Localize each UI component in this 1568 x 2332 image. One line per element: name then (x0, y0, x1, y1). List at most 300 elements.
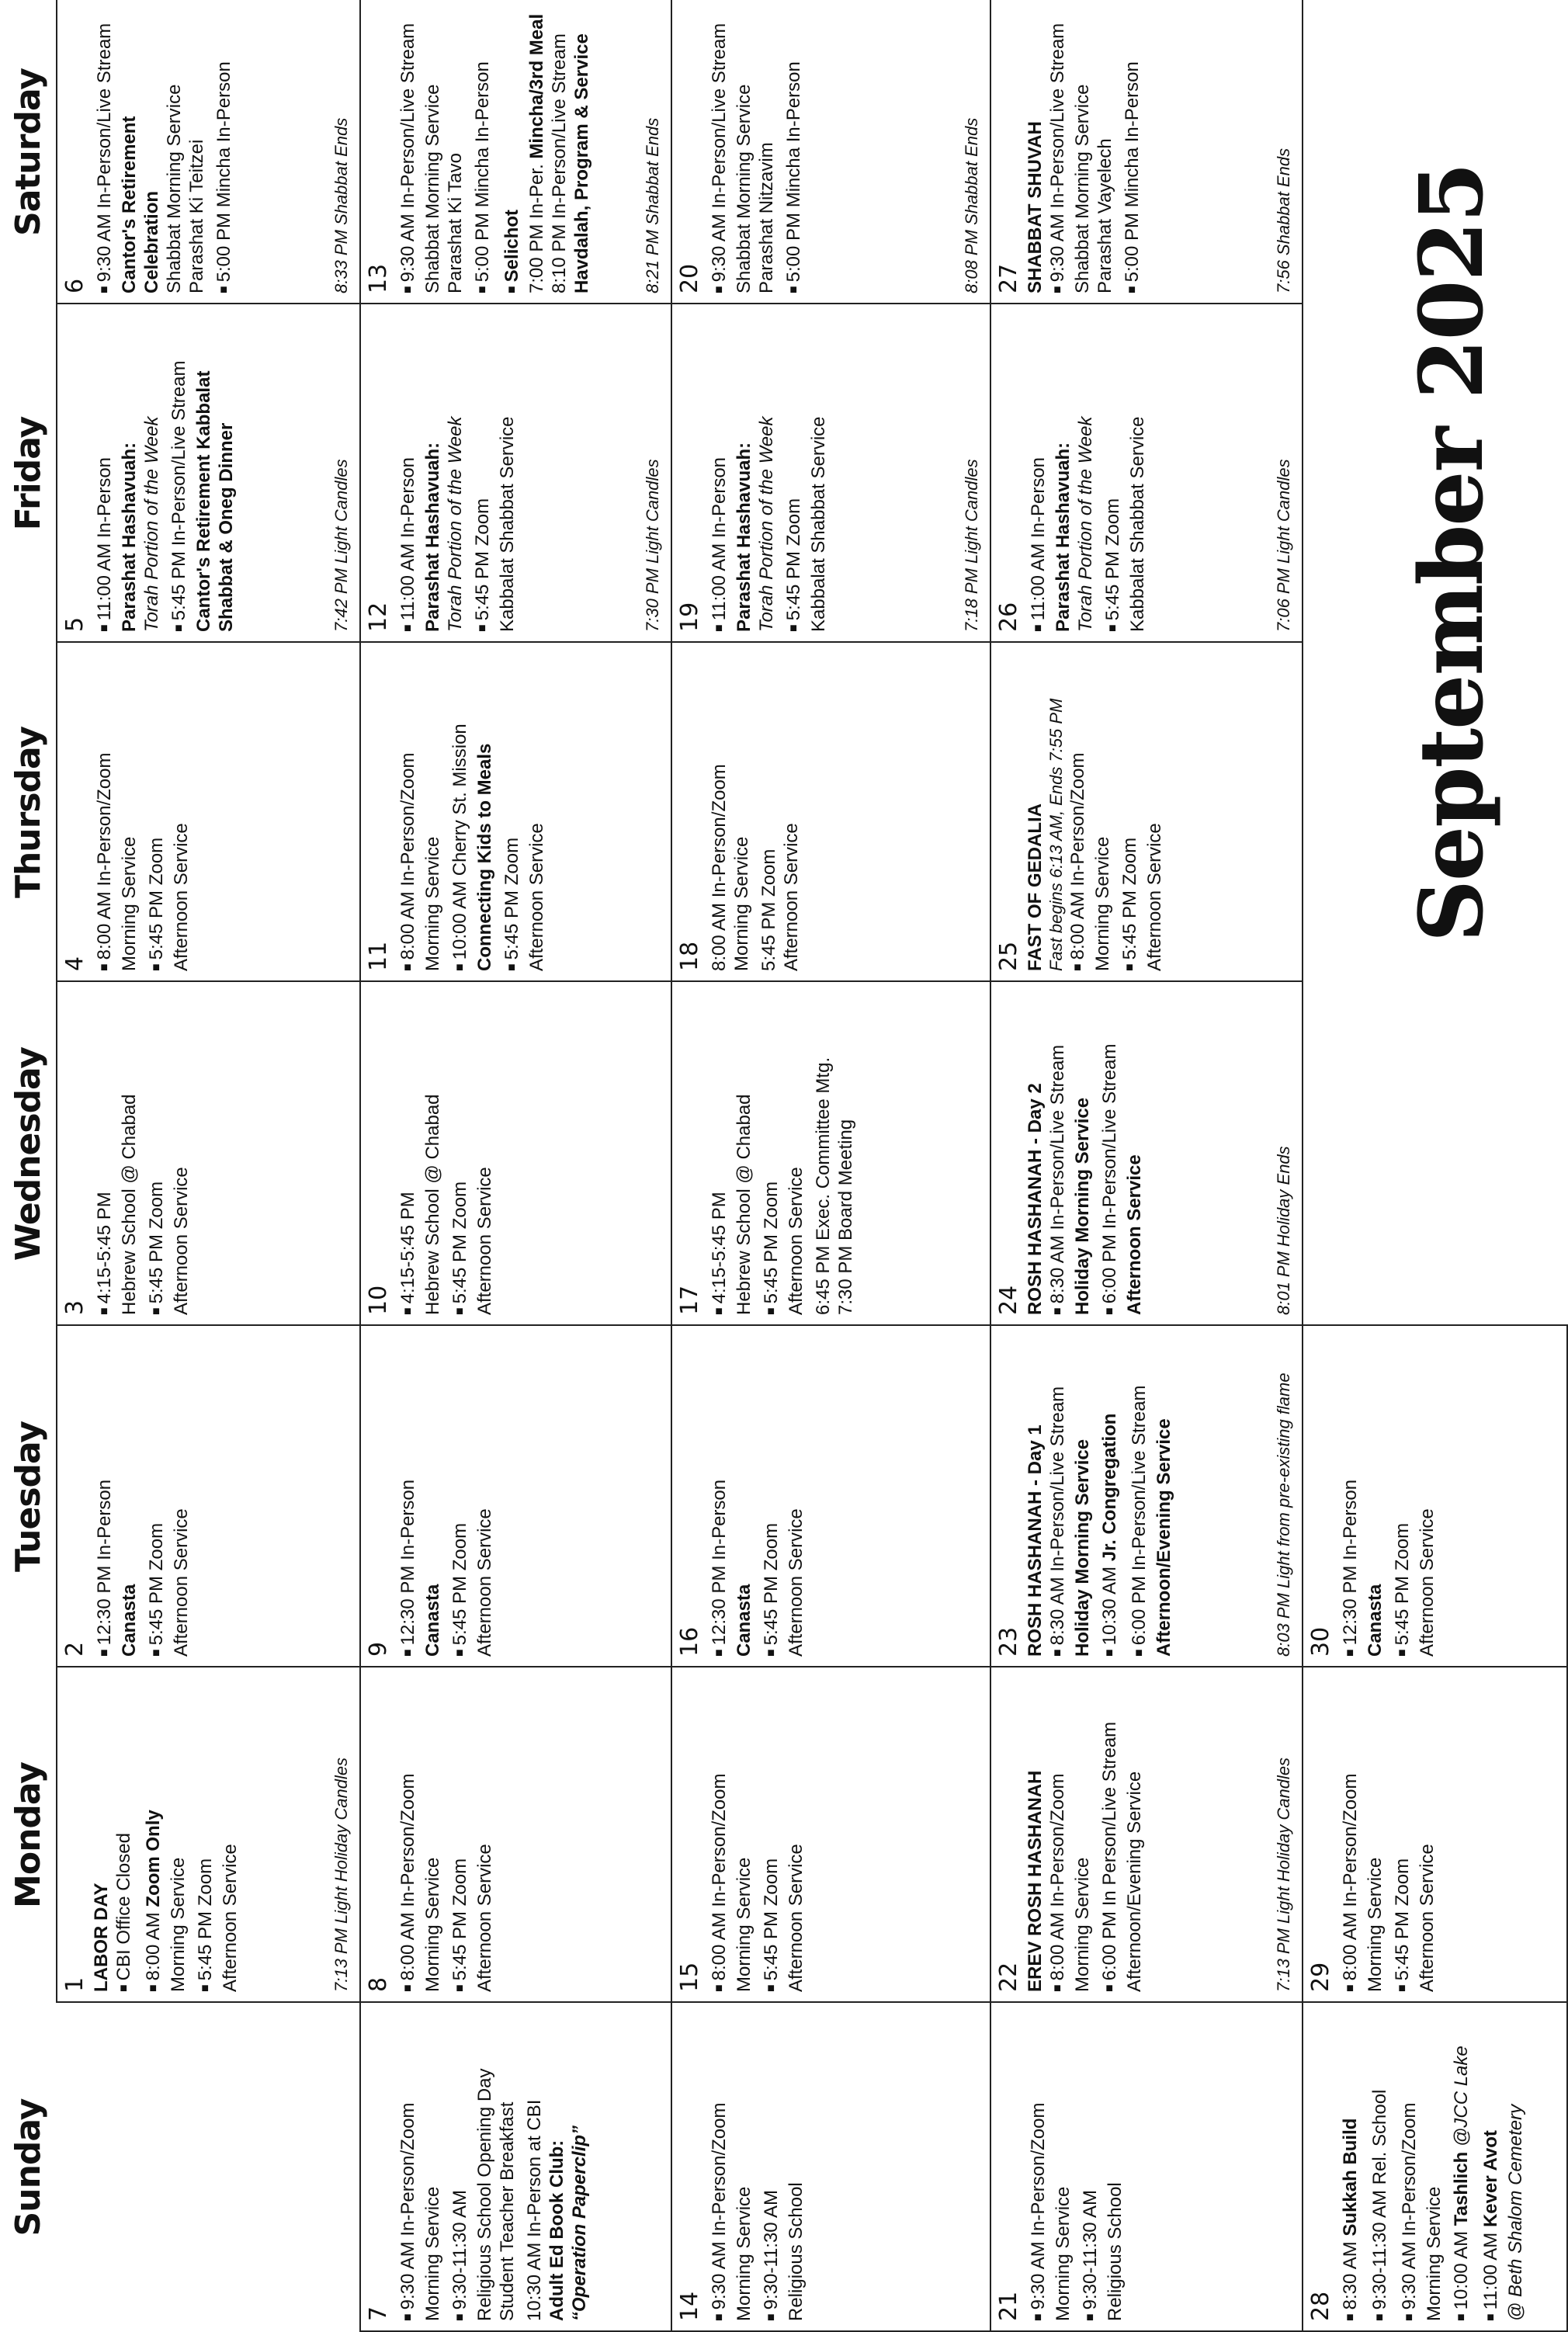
event-text: 5:45 PM Zoom (761, 1522, 782, 1646)
calendar-event (1079, 2012, 1126, 2321)
day-cell[interactable] (1302, 1324, 1568, 1667)
day-number: 29 (1307, 1962, 1334, 1992)
day-number: 27 (995, 263, 1022, 293)
bullet-icon: ■ (150, 963, 163, 971)
day-cell[interactable] (671, 980, 991, 1326)
event-text: 5:00 PM Mincha In-Person (1122, 61, 1143, 283)
candle-time-note: 7:18 PM Light Candles (962, 459, 981, 632)
calendar-event (760, 1335, 807, 1657)
calendar-event (471, 314, 519, 632)
calendar-event (1121, 9, 1146, 293)
bullet-icon: ■ (787, 624, 800, 632)
day-number: 5 (61, 616, 88, 632)
event-text: 8:30 AM In-Person/Live Stream (1047, 1386, 1068, 1646)
event-text: 5:45 PM Zoom (195, 1858, 216, 1981)
event-text: 5:45 PM Zoom (1102, 498, 1123, 621)
event-text: 11:00 AM In-Person (709, 456, 730, 621)
day-cell[interactable] (359, 1666, 672, 2003)
day-number: 11 (365, 941, 392, 971)
day-number: 22 (995, 1962, 1022, 1992)
event-text: 11:00 AM In-Person (94, 456, 115, 621)
bullet-icon: ■ (401, 286, 415, 293)
calendar-event (1369, 2012, 1393, 2321)
day-number: 24 (995, 1285, 1022, 1315)
event-text: 8:30 AM In-Person/Live Stream (1047, 1044, 1068, 1304)
day-cell[interactable] (990, 980, 1303, 1326)
calendar-event (1128, 1335, 1175, 1657)
candle-time-note: 8:01 PM Holiday Ends (1274, 1146, 1293, 1315)
event-detail: Morning Service (1053, 2186, 1074, 2321)
event-text: Parashat Hashavuah: (734, 442, 755, 632)
day-cell[interactable] (359, 303, 672, 643)
holiday-name: SHABBAT SHUVAH (1025, 121, 1046, 293)
event-text: 10:00 AM (1451, 2226, 1472, 2310)
calendar-event (145, 991, 193, 1315)
bullet-icon: ■ (713, 1649, 726, 1657)
event-detail: Afternoon Service (474, 1508, 495, 1657)
bullet-icon: ■ (150, 1307, 163, 1315)
event-text: Canasta (422, 1584, 443, 1657)
candle-time-note: 7:06 PM Light Candles (1274, 459, 1293, 632)
bullet-icon: ■ (117, 1984, 130, 1992)
event-detail: Hebrew School @ Chabad (422, 1094, 443, 1315)
calendar-event (708, 2012, 755, 2321)
bullet-icon: ■ (453, 1649, 467, 1657)
calendar-event (1339, 1677, 1386, 1992)
event-text: 5:45 PM Zoom (472, 498, 493, 621)
candle-time-note: 8:21 PM Shabbat Ends (643, 117, 662, 293)
calendar-event (708, 1335, 755, 1657)
event-text: Cantor's Retirement Celebration (119, 116, 162, 293)
day-number: 18 (676, 941, 703, 971)
event-text: 5:45 PM Zoom (146, 1522, 167, 1646)
event-text: 5:45 PM Zoom (1392, 1522, 1413, 1646)
event-text: 9:30 AM In-Person/Zoom (709, 2102, 730, 2310)
event-text: 6:00 PM In-Person/Live Stream (1099, 1043, 1120, 1304)
bullet-icon: ■ (1344, 2313, 1357, 2321)
event-text: 9:30 AM In-Person/Zoom (1028, 2102, 1049, 2310)
day-number: 17 (676, 1285, 703, 1315)
calendar-event (145, 652, 193, 971)
holiday-note: Fast begins 6:13 AM, Ends 7:55 PM (1046, 698, 1066, 971)
event-detail: Morning Service (1424, 2186, 1445, 2321)
weekday-header: Tuesday (8, 1421, 48, 1573)
event-detail: Kabbalat Shabbat Service (1127, 416, 1148, 632)
event-detail: Afternoon Service (1144, 823, 1165, 971)
bullet-icon: ■ (1123, 963, 1136, 971)
event-text: 4:15-5:45 PM (94, 1192, 115, 1304)
event-text: 8:00 AM In-Person/Zoom (709, 1773, 730, 1981)
event-detail: Afternoon Service (781, 823, 802, 971)
event-detail: Afternoon Service (171, 823, 192, 971)
bullet-icon: ■ (1051, 1984, 1064, 1992)
event-detail: Religious School (786, 2182, 807, 2321)
day-number: 30 (1307, 1626, 1334, 1657)
day-number: 8 (365, 1976, 392, 1992)
calendar-event (1098, 1335, 1123, 1657)
event-text: 9:30 AM In-Person/Live Stream (709, 23, 730, 283)
day-number: 10 (365, 1285, 392, 1315)
day-cell[interactable] (56, 641, 361, 982)
bullet-icon: ■ (1103, 1649, 1116, 1657)
event-text: 4:15-5:45 PM (709, 1192, 730, 1304)
day-cell[interactable] (359, 2001, 672, 2332)
event-text: 8:00 AM (143, 1907, 164, 1981)
day-cell[interactable] (671, 303, 991, 643)
bullet-icon: ■ (505, 963, 519, 971)
calendar-event (93, 1335, 140, 1657)
day-cell[interactable] (671, 641, 991, 982)
weekday-header: Monday (8, 1762, 48, 1908)
calendar-event (1046, 1677, 1094, 1992)
event-text: 8:00 AM In-Person/Zoom (397, 752, 418, 960)
candle-time-note: 7:30 PM Light Candles (643, 459, 662, 632)
event-detail: Shabbat Morning Service (422, 84, 443, 293)
event-text: 6:00 PM In Person/Live Stream (1099, 1721, 1120, 1981)
day-cell[interactable] (671, 1666, 991, 2003)
event-text: 5:45 PM Zoom (449, 1858, 470, 1981)
candle-time-note: 7:56 Shabbat Ends (1274, 147, 1293, 293)
calendar-event (1480, 2012, 1527, 2321)
event-text: 8:30 AM (1340, 2236, 1361, 2310)
calendar-event (501, 652, 548, 971)
bullet-icon: ■ (1032, 624, 1045, 632)
day-cell[interactable] (359, 980, 672, 1326)
bullet-icon: ■ (505, 286, 519, 293)
event-detail: Morning Service (734, 1857, 755, 1992)
event-text: 9:30 AM In-Person/Live Stream (1047, 23, 1068, 283)
bullet-icon: ■ (98, 624, 111, 632)
day-cell[interactable] (990, 1324, 1303, 1667)
event-text: CBI Office Closed (113, 1833, 134, 1981)
event-text: 5:45 PM Zoom (761, 1858, 782, 1981)
day-number: 20 (676, 263, 703, 293)
event-text: Parashat Hashavuah: (422, 442, 443, 632)
bullet-icon: ■ (150, 1649, 163, 1657)
weekday-header: Sunday (8, 2098, 48, 2237)
calendar-event (708, 314, 778, 632)
bullet-icon: ■ (401, 1307, 415, 1315)
event-text: Cantor's Retirement Kabbalat (193, 370, 214, 632)
bullet-icon: ■ (401, 624, 415, 632)
event-detail: Shabbat Morning Service (1072, 84, 1093, 293)
event-detail: Afternoon Service (786, 1167, 807, 1315)
calendar-event (397, 652, 444, 971)
bullet-icon: ■ (1484, 2313, 1497, 2321)
calendar-event (708, 652, 753, 971)
calendar-event (93, 991, 140, 1315)
event-text: Canasta (1365, 1584, 1386, 1657)
bullet-icon: ■ (713, 286, 726, 293)
event-text: 5:00 PM Mincha In-Person (472, 61, 493, 283)
bullet-icon: ■ (401, 963, 415, 971)
day-number: 6 (61, 278, 88, 293)
event-text: 8:00 AM In-Person/Zoom (1340, 1773, 1361, 1981)
calendar-event (93, 9, 208, 293)
day-cell[interactable] (671, 1324, 991, 1667)
calendar-event (812, 991, 857, 1315)
day-cell[interactable] (56, 1324, 361, 1667)
event-text: 9:30-11:30 AM (761, 2190, 782, 2310)
calendar-event (471, 9, 496, 293)
bullet-icon: ■ (765, 1984, 778, 1992)
event-text: 8:00 AM In-Person/Zoom (94, 752, 115, 960)
bullet-icon: ■ (1106, 624, 1119, 632)
event-text: 5:45 PM Zoom (146, 1181, 167, 1304)
bullet-icon: ■ (1126, 286, 1139, 293)
holiday-name: ROSH HASHANAH - Day 1 (1025, 1425, 1046, 1657)
calendar-event (760, 2012, 807, 2321)
event-text: Jr. Congregation (1099, 1413, 1120, 1562)
day-cell[interactable] (56, 0, 361, 304)
calendar-event (1027, 314, 1097, 632)
bullet-icon: ■ (1032, 2313, 1045, 2321)
event-text: Canasta (119, 1584, 140, 1657)
calendar-event (1046, 9, 1116, 293)
calendar-event (1119, 652, 1166, 971)
calendar-event (397, 991, 444, 1315)
event-text: 10:00 AM Cherry St. Mission (449, 724, 470, 960)
bullet-icon: ■ (453, 1307, 467, 1315)
bullet-icon: ■ (476, 624, 489, 632)
event-text: 9:30 AM In-Person/Zoom (1399, 2102, 1420, 2310)
event-detail: Religious School (1105, 2182, 1126, 2321)
day-cell[interactable] (1302, 2001, 1568, 2332)
event-text: 11:00 AM (1480, 2227, 1501, 2310)
event-detail: Afternoon Service (1417, 1508, 1438, 1657)
calendar-event (1339, 1335, 1386, 1657)
day-number: 26 (995, 602, 1022, 632)
calendar-event (142, 1677, 189, 1992)
event-text: Torah Portion of the Week (445, 416, 466, 632)
day-cell[interactable] (990, 0, 1303, 304)
event-text: Havdalah, Program & Service (571, 33, 592, 293)
event-text: 5:45 PM Zoom (783, 498, 804, 621)
event-detail: Hebrew School @ Chabad (119, 1094, 140, 1315)
event-detail: Parashat Ki Tavo (445, 153, 466, 293)
bullet-icon: ■ (401, 1984, 415, 1992)
event-text: 5:45 PM Zoom (449, 1522, 470, 1646)
event-text: 9:30-11:30 AM (1080, 2190, 1101, 2310)
calendar-event (449, 991, 496, 1315)
day-number: 15 (676, 1962, 703, 1992)
day-cell[interactable] (990, 303, 1303, 643)
candle-time-note: 7:42 PM Light Candles (331, 459, 351, 632)
event-detail: Morning Service (168, 1857, 189, 1992)
event-detail: Morning Service (1092, 836, 1113, 971)
calendar-event (213, 9, 238, 293)
weekday-header: Wednesday (8, 1046, 48, 1261)
event-detail: Afternoon Service (171, 1167, 192, 1315)
calendar-event (145, 1335, 193, 1657)
day-number: 12 (365, 602, 392, 632)
calendar-event (397, 314, 467, 632)
bullet-icon: ■ (1133, 1649, 1146, 1657)
event-detail: Afternoon Service (1417, 1844, 1438, 1992)
event-detail: Religious School Opening Day (474, 2068, 495, 2321)
day-number: 21 (995, 2291, 1022, 2321)
bullet-icon: ■ (765, 1307, 778, 1315)
event-text: Connecting Kids to Meals (474, 743, 495, 971)
month-title: September 2025 (1401, 163, 1503, 942)
calendar-event (449, 1677, 496, 1992)
day-number: 14 (676, 2291, 703, 2321)
weekday-header: Saturday (8, 68, 48, 236)
bullet-icon: ■ (713, 1307, 726, 1315)
day-number: 1 (61, 1976, 88, 1992)
event-text: 5:45 PM Zoom (758, 848, 779, 971)
event-text: Holiday Morning Service (1072, 1097, 1093, 1315)
bullet-icon: ■ (1071, 963, 1084, 971)
event-text: 5:45 PM Zoom (449, 1181, 470, 1304)
calendar-event (1067, 652, 1114, 971)
bullet-icon: ■ (476, 286, 489, 293)
day-cell[interactable] (1302, 1666, 1568, 2003)
event-text: Selichot (501, 209, 522, 283)
event-detail: Afternoon Service (526, 823, 547, 971)
day-cell[interactable] (359, 1324, 672, 1667)
calendar-event (782, 314, 830, 632)
event-text: 9:30 AM In-Person/Live Stream (397, 23, 418, 283)
event-text: 11:00 AM In-Person (1028, 456, 1049, 621)
calendar-event (449, 652, 496, 971)
event-text: 5:45 PM In-Person/Live Stream (168, 360, 189, 621)
day-cell[interactable] (990, 641, 1303, 982)
calendar-event (449, 2012, 519, 2321)
calendar-event (708, 9, 778, 293)
event-text: 10:30 AM (1099, 1561, 1120, 1646)
calendar-event (760, 991, 807, 1315)
bullet-icon: ■ (98, 1649, 111, 1657)
holiday-name: FAST OF GEDALIA (1025, 803, 1046, 971)
calendar-event (1339, 2012, 1364, 2321)
day-cell[interactable] (359, 641, 672, 982)
bullet-icon: ■ (1103, 1307, 1116, 1315)
event-text: 6:00 PM In-Person/Live Stream (1129, 1385, 1150, 1646)
event-text: 12:30 PM In-Person (1340, 1479, 1361, 1646)
event-detail: Morning Service (1365, 1857, 1386, 1992)
candle-time-note: 7:13 PM Light Holiday Candles (1274, 1757, 1293, 1992)
bullet-icon: ■ (147, 1984, 160, 1992)
day-cell[interactable] (56, 980, 361, 1326)
calendar-event (397, 1677, 444, 1992)
day-cell[interactable] (56, 303, 361, 643)
calendar-event (758, 652, 803, 971)
bullet-icon: ■ (98, 1307, 111, 1315)
day-number: 3 (61, 1300, 88, 1315)
event-text: Torah Portion of the Week (141, 416, 162, 632)
event-text: 5:45 PM Zoom (501, 837, 522, 960)
event-text: 9:30 AM In-Person/Zoom (397, 2102, 418, 2310)
bullet-icon: ■ (713, 1984, 726, 1992)
bullet-icon: ■ (1403, 2313, 1416, 2321)
calendar-event (194, 1677, 241, 1992)
event-text: Kever Avot (1480, 2130, 1501, 2228)
day-cell[interactable] (359, 0, 672, 304)
bullet-icon: ■ (217, 286, 231, 293)
event-text: Shabbat & Oneg Dinner (216, 422, 237, 632)
bullet-icon: ■ (172, 624, 186, 632)
event-detail: Shabbat Morning Service (734, 84, 755, 293)
event-text: 5:00 PM Mincha In-Person (213, 61, 234, 283)
event-detail: Shabbat Morning Service (164, 84, 185, 293)
calendar-event (449, 1335, 496, 1657)
calendar-event (1391, 1335, 1438, 1657)
day-number: 19 (676, 602, 703, 632)
event-detail: Morning Service (1072, 1857, 1093, 1992)
candle-time-note: 8:08 PM Shabbat Ends (962, 117, 981, 293)
bullet-icon: ■ (1084, 2313, 1097, 2321)
bullet-icon: ■ (1373, 2313, 1386, 2321)
event-text: Sukkah Build (1340, 2118, 1361, 2237)
day-cell[interactable] (671, 2001, 991, 2332)
bullet-icon: ■ (1051, 286, 1064, 293)
event-text: 12:30 PM In-Person (709, 1479, 730, 1646)
event-text: Zoom Only (143, 1810, 164, 1907)
event-detail: Parashat Vayelech (1094, 138, 1115, 293)
event-detail: Kabbalat Shabbat Service (497, 416, 518, 632)
event-text: 5:45 PM Zoom (146, 837, 167, 960)
event-text: 8:00 AM In-Person/Zoom (1047, 1773, 1068, 1981)
calendar-event (1027, 2012, 1074, 2321)
candle-time-note: 7:13 PM Light Holiday Candles (331, 1757, 351, 1992)
bullet-icon: ■ (765, 2313, 778, 2321)
event-text: 9:30 AM In-Person/Live Stream (94, 23, 115, 283)
bullet-icon: ■ (453, 963, 467, 971)
event-detail: Morning Service (119, 836, 140, 971)
event-text: Canasta (734, 1584, 755, 1657)
event-text: @JCC Lake (1451, 2046, 1472, 2152)
day-cell[interactable] (990, 1666, 1303, 2003)
event-detail: Afternoon Service (220, 1844, 241, 1992)
bullet-icon: ■ (765, 1649, 778, 1657)
event-text: 10:30 AM In-Person at CBI (524, 2099, 545, 2321)
event-detail: 8:10 PM In-Person/Live Stream (549, 33, 570, 293)
event-detail: Parashat Ki Teitzei (186, 139, 207, 293)
event-text: 12:30 PM In-Person (397, 1479, 418, 1646)
event-detail: Afternoon Service (474, 1844, 495, 1992)
calendar-event (93, 652, 140, 971)
day-cell[interactable] (671, 0, 991, 304)
event-text: “Operation Paperclip” (569, 2125, 590, 2321)
event-text: Parashat Hashavuah: (119, 442, 140, 632)
candle-time-note: 8:33 PM Shabbat Ends (331, 117, 351, 293)
event-text: 12:30 PM In-Person (94, 1479, 115, 1646)
candle-time-note: 8:03 PM Light from pre-existing flame (1274, 1372, 1293, 1657)
day-cell[interactable] (56, 1666, 361, 2003)
bullet-icon: ■ (1396, 1984, 1409, 1992)
calendar-event (501, 9, 593, 293)
event-text: Tashlich (1451, 2151, 1472, 2226)
day-number: 13 (365, 263, 392, 293)
event-text: 7:00 PM In-Per. (526, 158, 547, 293)
day-number: 28 (1307, 2291, 1334, 2321)
bullet-icon: ■ (1051, 1307, 1064, 1315)
event-detail: Morning Service (422, 836, 443, 971)
event-detail: Morning Service (422, 1857, 443, 1992)
event-detail: Afternoon Service (171, 1508, 192, 1657)
calendar-event (782, 9, 807, 293)
calendar-event (168, 314, 238, 632)
event-text: 8:00 AM In-Person/Zoom (709, 764, 730, 971)
event-text: 6:45 PM Exec. Committee Mtg. (813, 1057, 834, 1315)
calendar-event (708, 1677, 755, 1992)
day-cell[interactable] (990, 2001, 1303, 2332)
calendar-event (760, 1677, 807, 1992)
holiday-name: LABOR DAY (91, 1883, 112, 1992)
calendar-event (397, 1335, 444, 1657)
event-text: 11:00 AM In-Person (397, 456, 418, 621)
